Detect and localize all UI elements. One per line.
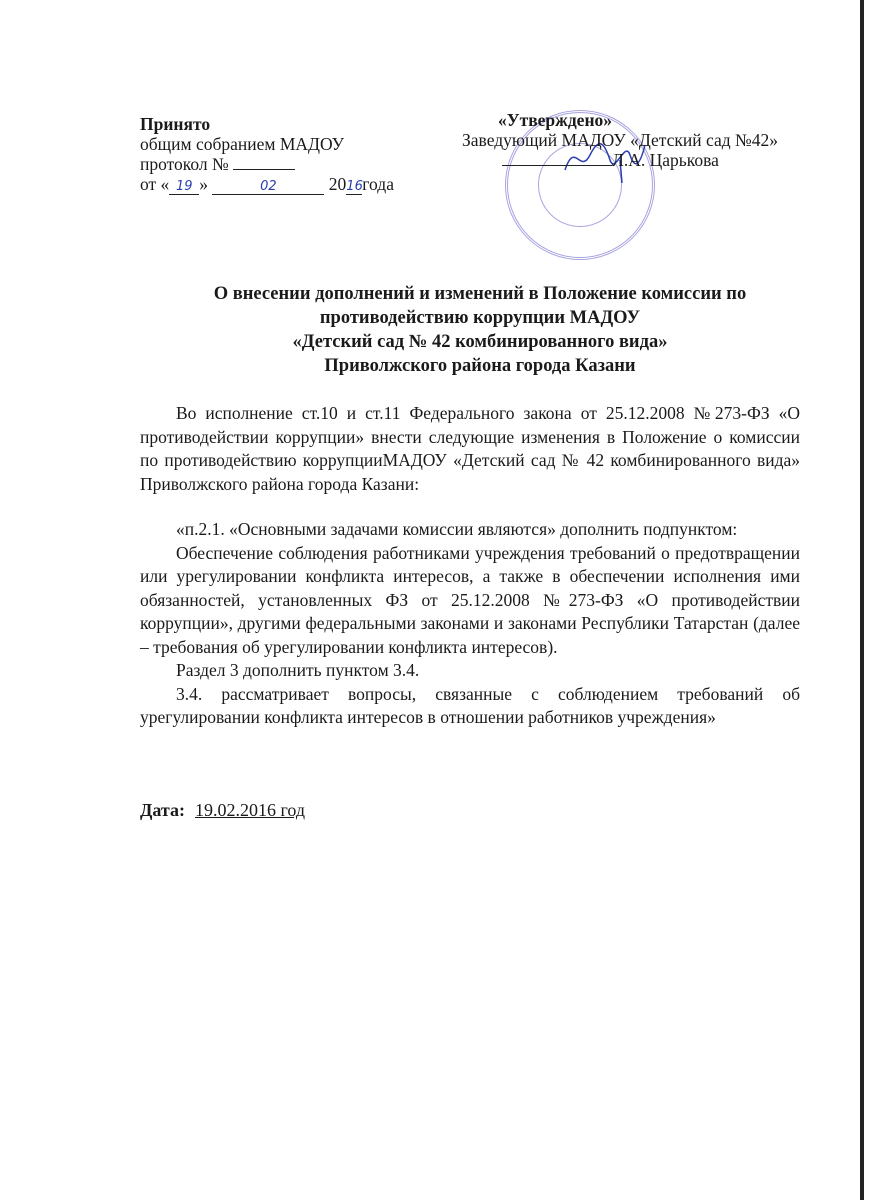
approved-heading: «Утверждено»	[498, 110, 613, 130]
protocol-label: протокол №	[140, 154, 229, 174]
signature-line	[502, 165, 612, 166]
amendment-paragraph: 3.4. рассматривает вопросы, связанные с соблюдением требований об урегулировании конфликта интересов в отношении работников учреждения»	[140, 683, 800, 727]
date-value: 19.02.2016 год	[194, 800, 306, 820]
approved-block	[462, 110, 778, 170]
hw-day: 19	[169, 180, 199, 195]
date-mid: »	[199, 174, 209, 194]
accepted-by: общим собранием МАДОУ	[140, 134, 345, 154]
accepted-block	[140, 114, 394, 195]
hw-month: 02	[212, 180, 324, 195]
hw-year: 16	[346, 179, 363, 194]
title-line: О внесении дополнений и изменений в Положение комиссии по	[213, 284, 747, 304]
title-line: Приволжского района города Казани	[324, 356, 636, 376]
protocol-number-blank	[233, 169, 295, 170]
amendment-paragraph: Раздел 3 дополнить пунктом 3.4.	[176, 660, 420, 680]
director-name: Л.А. Царькова	[612, 150, 719, 170]
intro-text: Во исполнение ст.10 и ст.11 Федерального закона от 25.12.2008 №273-ФЗ «О противодействии коррупции» внести следующие изменения в Положение о комиссии по противодействию коррупцииМАДОУ «Детский сад № 42 комбинированного вида» Приволжского района города Казани:	[140, 403, 800, 494]
amendment-paragraph: «п.2.1. «Основными задачами комиссии являются» дополнить подпунктом:	[176, 519, 738, 539]
accepted-heading: Принято	[140, 114, 211, 134]
approved-by: Заведующий МАДОУ «Детский сад №42»	[462, 130, 778, 150]
year-prefix: 20	[328, 174, 347, 194]
date-prefix: от «	[140, 174, 170, 194]
year-suffix: года	[362, 174, 394, 194]
intro-paragraph	[140, 402, 800, 496]
title-line: «Детский сад № 42 комбинированного вида»	[292, 332, 668, 352]
document-date	[140, 800, 305, 821]
amendments	[140, 518, 800, 730]
title-line: противодействию коррупции МАДОУ	[319, 308, 641, 328]
document-title	[130, 282, 830, 378]
amendment-paragraph: Обеспечение соблюдения работниками учреждения требований о предотвращении или урегулировании конфликта интересов, а также в обеспечении исполнения ими обязанностей, установленных ФЗ от 25.12.2008 №273-ФЗ «О противодействии коррупции», другими федеральными законами и законами Республики Татарстан (далее – требования об урегулировании конфликта интересов).	[140, 542, 800, 657]
date-label: Дата:	[140, 800, 185, 820]
scan-edge	[860, 0, 864, 1200]
